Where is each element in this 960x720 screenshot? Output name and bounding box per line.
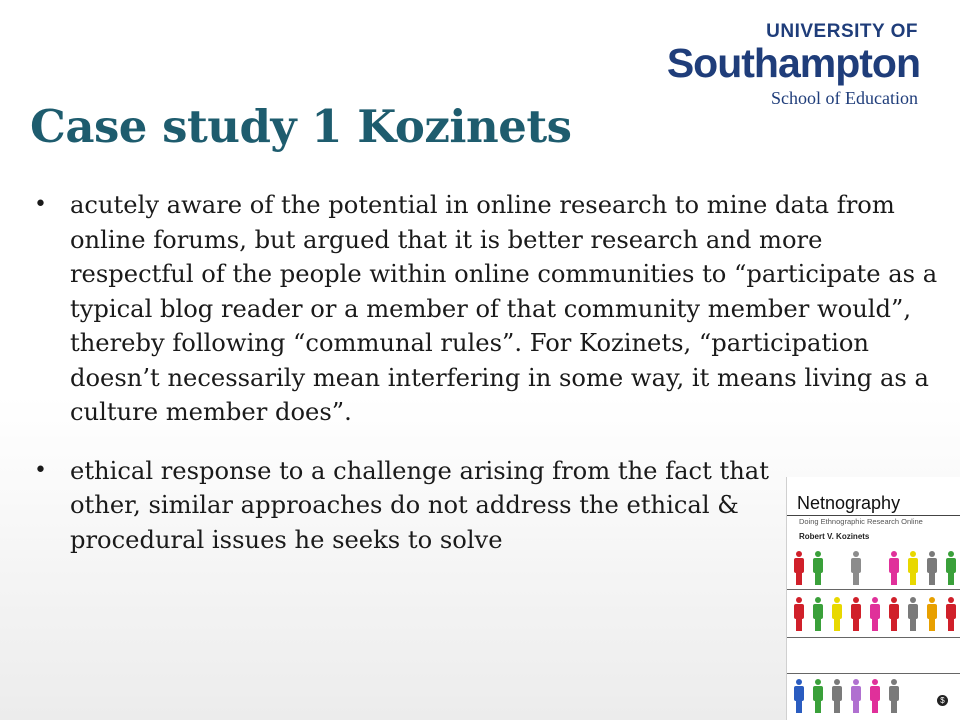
- person-figure-icon: [850, 597, 862, 633]
- person-figure-icon: [793, 597, 805, 633]
- person-figure-icon: [793, 679, 805, 715]
- person-figure-icon: [869, 597, 881, 633]
- person-figure-icon: [945, 597, 957, 633]
- bullet-item-kozinets-participation: • acutely aware of the potential in online research to mine data from online forums, but argued that it is better research and more respectful of the people within online communities to “participate as a typical blog reader or a member of that community member would”, thereby following “communal rules”. For Kozinets, “participation doesn’t necessarily mean interfering in some way, it means living as a culture member does”.: [32, 188, 940, 430]
- person-figure-icon: [888, 551, 900, 587]
- person-figure-icon: [812, 551, 824, 587]
- logo-southampton: Southampton: [666, 40, 920, 86]
- logo-school-of-education: School of Education: [771, 88, 918, 108]
- person-figure-icon: [812, 679, 824, 715]
- person-figure-icon: [850, 551, 862, 587]
- logo-university-of: UNIVERSITY OF: [766, 21, 918, 42]
- book-author: Robert V. Kozinets: [799, 532, 870, 541]
- book-cover-rule: [787, 515, 960, 516]
- person-figure-icon: [850, 679, 862, 715]
- book-cover-rule: [787, 673, 960, 674]
- book-cover-rule: [787, 589, 960, 590]
- book-cover-rule: [787, 637, 960, 638]
- slide-title: Case study 1 Kozinets: [30, 100, 572, 153]
- book-subtitle: Doing Ethnographic Research Online: [799, 517, 923, 526]
- person-figure-icon: [907, 597, 919, 633]
- person-figure-icon: [831, 679, 843, 715]
- person-figure-icon: [926, 551, 938, 587]
- person-figure-icon: [793, 551, 805, 587]
- bullet-item-ethical-response: • ethical response to a challenge arising from the fact that other, similar approaches do not address the ethical & procedural issues he seeks to solve: [32, 454, 790, 558]
- book-title: Netnography: [797, 493, 901, 513]
- dollar-coin-icon: $: [937, 695, 948, 706]
- person-figure-icon: [907, 551, 919, 587]
- person-figure-icon: [812, 597, 824, 633]
- person-figure-icon: [869, 679, 881, 715]
- university-logo: [667, 22, 918, 110]
- person-figure-icon: [888, 597, 900, 633]
- person-figure-icon: [926, 597, 938, 633]
- person-figure-icon: [945, 551, 957, 587]
- book-cover-image: [786, 477, 960, 720]
- person-figure-icon: [888, 679, 900, 715]
- person-figure-icon: [831, 597, 843, 633]
